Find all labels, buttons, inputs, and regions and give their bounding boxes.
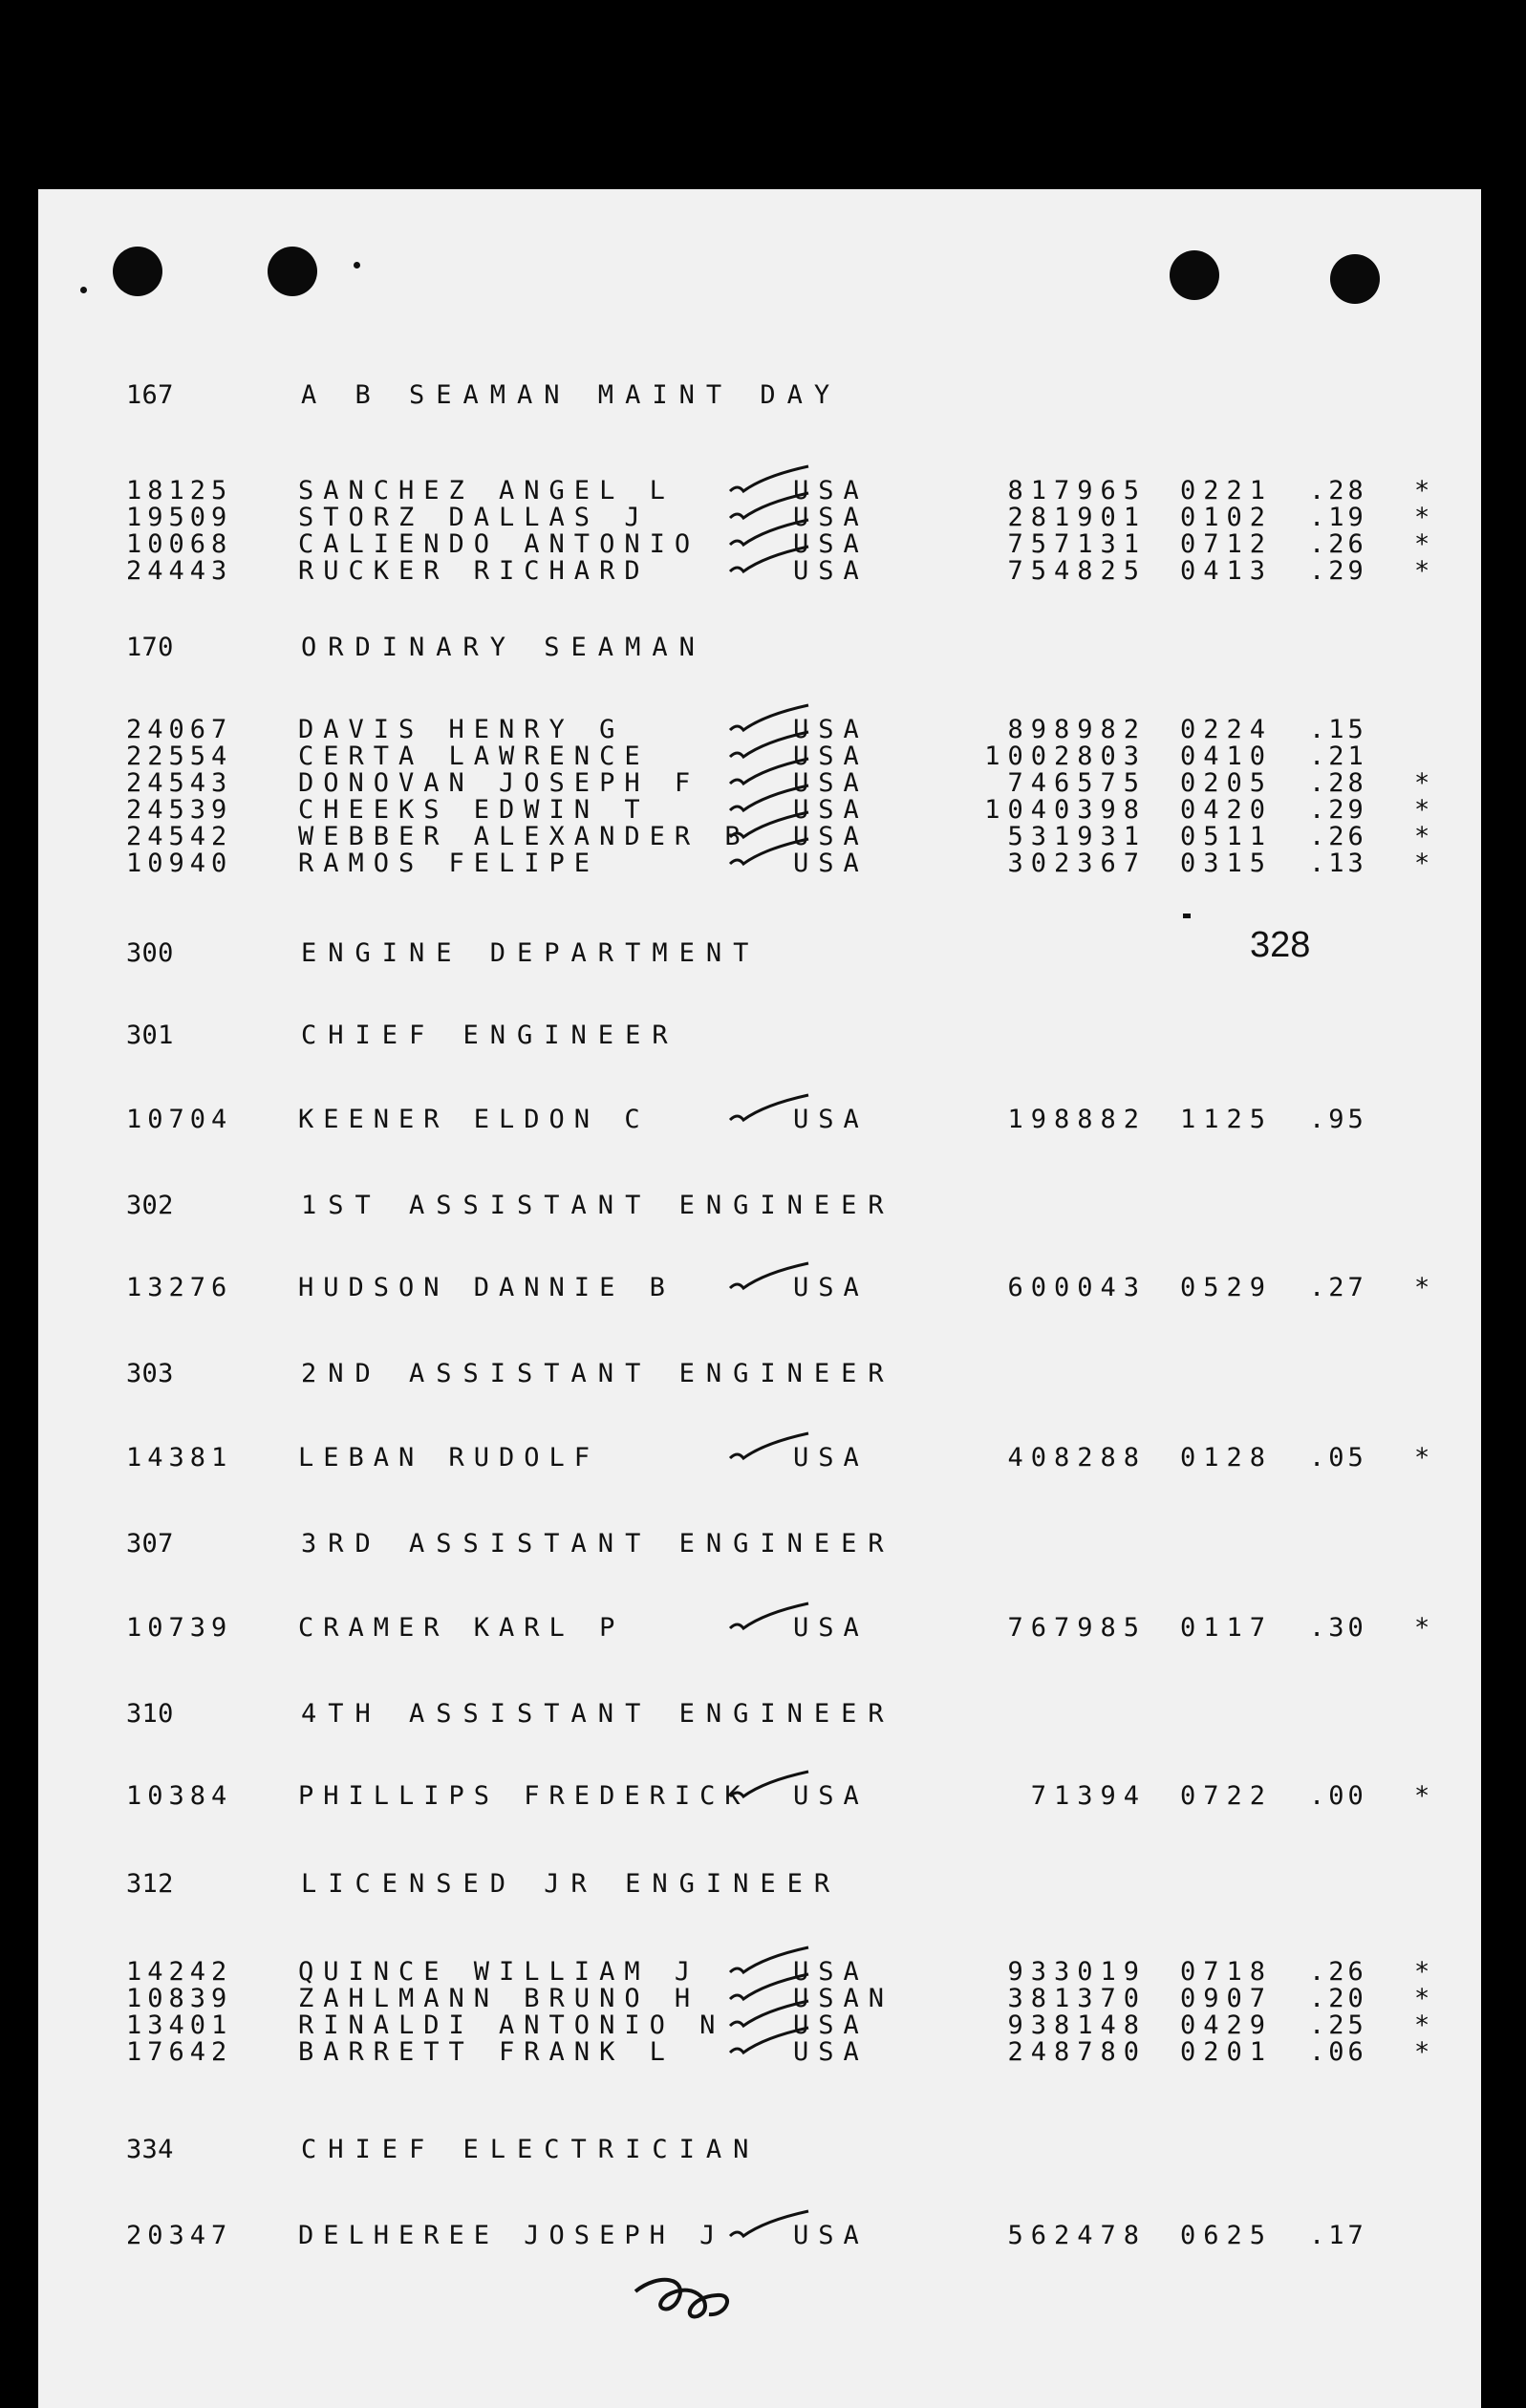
asterisk-flag: * (1414, 1984, 1430, 2013)
rate-value: .95 (1309, 1105, 1367, 1134)
document-number: 817965 (1007, 476, 1147, 505)
crew-name: QUINCE WILLIAM J (298, 1957, 700, 1987)
crew-id: 10739 (126, 1613, 233, 1643)
crew-name: CALIENDO ANTONIO (298, 529, 700, 559)
asterisk-flag: * (1414, 2010, 1430, 2040)
crew-name: DAVIS HENRY G (298, 715, 625, 744)
crew-id: 10384 (126, 1781, 233, 1811)
rate-value: .29 (1309, 795, 1367, 825)
crew-row (38, 2037, 1481, 2075)
section-header (38, 2135, 1481, 2173)
date-code: 0117 (1180, 1613, 1274, 1643)
punch-hole (268, 247, 317, 296)
citizenship: USA (793, 476, 869, 505)
document-number: 746575 (1007, 768, 1147, 798)
asterisk-flag: * (1414, 1781, 1430, 1811)
document-number: 933019 (1007, 1957, 1147, 1987)
rate-value: .17 (1309, 2221, 1367, 2250)
date-code: 0429 (1180, 2010, 1274, 2040)
document-number: 562478 (1007, 2221, 1147, 2250)
document-number: 898982 (1007, 715, 1147, 744)
asterisk-flag: * (1414, 476, 1430, 505)
section-code: 302 (126, 1191, 174, 1220)
crew-id: 24542 (126, 822, 233, 851)
check-mark-icon (726, 543, 812, 581)
asterisk-flag: * (1414, 768, 1430, 798)
crew-name: KEENER ELDON C (298, 1105, 650, 1134)
punch-hole (113, 247, 162, 296)
asterisk-flag: * (1414, 795, 1430, 825)
section-code: 310 (126, 1699, 174, 1729)
citizenship: USA (793, 2221, 869, 2250)
rate-value: .26 (1309, 529, 1367, 559)
rate-value: .19 (1309, 503, 1367, 532)
citizenship: USA (793, 742, 869, 771)
document-number: 600043 (1007, 1273, 1147, 1302)
crew-id: 24539 (126, 795, 233, 825)
rate-value: .28 (1309, 476, 1367, 505)
section-header (38, 1529, 1481, 1567)
section-code: 312 (126, 1869, 174, 1899)
citizenship: USA (793, 1781, 869, 1811)
crew-row (38, 849, 1481, 887)
ink-speck (354, 262, 360, 269)
section-header (38, 1021, 1481, 1059)
crew-row (38, 1443, 1481, 1481)
asterisk-flag: * (1414, 556, 1430, 586)
check-mark-icon (726, 1600, 812, 1638)
date-code: 0205 (1180, 768, 1274, 798)
page-number: 328 (1250, 925, 1311, 965)
section-code: 167 (126, 380, 174, 410)
crew-name: CHEEKS EDWIN T (298, 795, 650, 825)
section-code: 334 (126, 2135, 174, 2164)
asterisk-flag: * (1414, 822, 1430, 851)
rate-value: .06 (1309, 2037, 1367, 2067)
date-code: 0410 (1180, 742, 1274, 771)
document-number: 71394 (1030, 1781, 1147, 1811)
rate-value: .21 (1309, 742, 1367, 771)
citizenship: USA (793, 1957, 869, 1987)
document-number: 757131 (1007, 529, 1147, 559)
crew-id: 24443 (126, 556, 233, 586)
citizenship: USA (793, 1105, 869, 1134)
crew-row (38, 2221, 1481, 2259)
rate-value: .20 (1309, 1984, 1367, 2013)
crew-name: CRAMER KARL P (298, 1613, 625, 1643)
rate-value: .05 (1309, 1443, 1367, 1473)
citizenship: USA (793, 1273, 869, 1302)
crew-id: 18125 (126, 476, 233, 505)
date-code: 0529 (1180, 1273, 1274, 1302)
citizenship: USA (793, 768, 869, 798)
rate-value: .00 (1309, 1781, 1367, 1811)
crew-name: RUCKER RICHARD (298, 556, 650, 586)
handwritten-mark (631, 2270, 793, 2328)
crew-name: RAMOS FELIPE (298, 849, 600, 878)
check-mark-icon (726, 835, 812, 873)
document-number: 302367 (1007, 849, 1147, 878)
citizenship: USA (793, 1443, 869, 1473)
check-mark-icon (726, 1430, 812, 1468)
crew-id: 13276 (126, 1273, 233, 1302)
citizenship: USA (793, 715, 869, 744)
punch-hole (1330, 254, 1380, 304)
crew-id: 14381 (126, 1443, 233, 1473)
check-mark-icon (726, 1768, 812, 1806)
date-code: 0907 (1180, 1984, 1274, 2013)
crew-row (38, 1613, 1481, 1651)
section-title: ENGINE DEPARTMENT (301, 938, 761, 968)
section-header (38, 938, 1481, 977)
section-header (38, 1869, 1481, 1907)
section-title: ORDINARY SEAMAN (301, 633, 706, 662)
crew-name: HUDSON DANNIE B (298, 1273, 675, 1302)
document-number: 531931 (1007, 822, 1147, 851)
section-header (38, 1191, 1481, 1229)
rate-value: .13 (1309, 849, 1367, 878)
citizenship: USA (793, 556, 869, 586)
rate-value: .15 (1309, 715, 1367, 744)
crew-row (38, 1781, 1481, 1819)
check-mark-icon (726, 1259, 812, 1298)
section-code: 300 (126, 938, 174, 968)
document-number: 938148 (1007, 2010, 1147, 2040)
date-code: 0201 (1180, 2037, 1274, 2067)
date-code: 0712 (1180, 529, 1274, 559)
asterisk-flag: * (1414, 849, 1430, 878)
date-code: 0224 (1180, 715, 1274, 744)
ink-mark (1183, 914, 1191, 918)
section-title: A B SEAMAN MAINT DAY (301, 380, 842, 410)
crew-row (38, 1273, 1481, 1311)
document-number: 1002803 (984, 742, 1147, 771)
asterisk-flag: * (1414, 1443, 1430, 1473)
document-page (38, 189, 1481, 2408)
section-code: 170 (126, 633, 174, 662)
date-code: 0221 (1180, 476, 1274, 505)
crew-id: 24067 (126, 715, 233, 744)
crew-name: LEBAN RUDOLF (298, 1443, 600, 1473)
check-mark-icon (726, 2207, 812, 2246)
date-code: 0128 (1180, 1443, 1274, 1473)
crew-id: 19509 (126, 503, 233, 532)
crew-id: 24543 (126, 768, 233, 798)
section-code: 303 (126, 1359, 174, 1388)
section-header (38, 633, 1481, 671)
check-mark-icon (726, 2024, 812, 2062)
citizenship: USA (793, 2037, 869, 2067)
section-title: 1ST ASSISTANT ENGINEER (301, 1191, 895, 1220)
crew-id: 10940 (126, 849, 233, 878)
citizenship: USA (793, 795, 869, 825)
date-code: 0722 (1180, 1781, 1274, 1811)
section-title: 2ND ASSISTANT ENGINEER (301, 1359, 895, 1388)
crew-id: 10704 (126, 1105, 233, 1134)
crew-id: 20347 (126, 2221, 233, 2250)
crew-id: 14242 (126, 1957, 233, 1987)
citizenship: USAN (793, 1984, 894, 2013)
date-code: 0315 (1180, 849, 1274, 878)
asterisk-flag: * (1414, 529, 1430, 559)
section-header (38, 1699, 1481, 1737)
asterisk-flag: * (1414, 1613, 1430, 1643)
date-code: 0625 (1180, 2221, 1274, 2250)
section-code: 307 (126, 1529, 174, 1559)
crew-name: RINALDI ANTONIO N (298, 2010, 725, 2040)
citizenship: USA (793, 529, 869, 559)
section-title: 3RD ASSISTANT ENGINEER (301, 1529, 895, 1559)
rate-value: .28 (1309, 768, 1367, 798)
crew-id: 22554 (126, 742, 233, 771)
citizenship: USA (793, 822, 869, 851)
crew-name: DONOVAN JOSEPH F (298, 768, 700, 798)
rate-value: .26 (1309, 1957, 1367, 1987)
crew-id: 10839 (126, 1984, 233, 2013)
crew-id: 10068 (126, 529, 233, 559)
asterisk-flag: * (1414, 2037, 1430, 2067)
document-number: 281901 (1007, 503, 1147, 532)
crew-name: DELHEREE JOSEPH J (298, 2221, 725, 2250)
document-number: 767985 (1007, 1613, 1147, 1643)
section-header (38, 1359, 1481, 1397)
rate-value: .27 (1309, 1273, 1367, 1302)
citizenship: USA (793, 849, 869, 878)
check-mark-icon (726, 1091, 812, 1129)
section-code: 301 (126, 1021, 174, 1050)
rate-value: .25 (1309, 2010, 1367, 2040)
crew-name: STORZ DALLAS J (298, 503, 650, 532)
date-code: 0718 (1180, 1957, 1274, 1987)
rate-value: .29 (1309, 556, 1367, 586)
date-code: 0413 (1180, 556, 1274, 586)
section-title: 4TH ASSISTANT ENGINEER (301, 1699, 895, 1729)
document-number: 754825 (1007, 556, 1147, 586)
date-code: 0102 (1180, 503, 1274, 532)
asterisk-flag: * (1414, 1273, 1430, 1302)
crew-name: BARRETT FRANK L (298, 2037, 675, 2067)
date-code: 1125 (1180, 1105, 1274, 1134)
citizenship: USA (793, 1613, 869, 1643)
crew-name: WEBBER ALEXANDER B (298, 822, 750, 851)
citizenship: USA (793, 2010, 869, 2040)
document-number: 248780 (1007, 2037, 1147, 2067)
crew-name: PHILLIPS FREDERICK (298, 1781, 750, 1811)
crew-id: 13401 (126, 2010, 233, 2040)
crew-name: CERTA LAWRENCE (298, 742, 650, 771)
crew-row (38, 556, 1481, 594)
document-number: 408288 (1007, 1443, 1147, 1473)
rate-value: .26 (1309, 822, 1367, 851)
date-code: 0511 (1180, 822, 1274, 851)
rate-value: .30 (1309, 1613, 1367, 1643)
date-code: 0420 (1180, 795, 1274, 825)
asterisk-flag: * (1414, 1957, 1430, 1987)
section-title: LICENSED JR ENGINEER (301, 1869, 842, 1899)
section-title: CHIEF ENGINEER (301, 1021, 679, 1050)
ink-speck (80, 287, 87, 293)
citizenship: USA (793, 503, 869, 532)
crew-row (38, 1105, 1481, 1143)
document-number: 381370 (1007, 1984, 1147, 2013)
crew-name: SANCHEZ ANGEL L (298, 476, 675, 505)
crew-id: 17642 (126, 2037, 233, 2067)
punch-hole (1170, 250, 1219, 300)
asterisk-flag: * (1414, 503, 1430, 532)
crew-name: ZAHLMANN BRUNO H (298, 1984, 700, 2013)
section-header (38, 380, 1481, 419)
document-number: 198882 (1007, 1105, 1147, 1134)
section-title: CHIEF ELECTRICIAN (301, 2135, 761, 2164)
document-number: 1040398 (984, 795, 1147, 825)
